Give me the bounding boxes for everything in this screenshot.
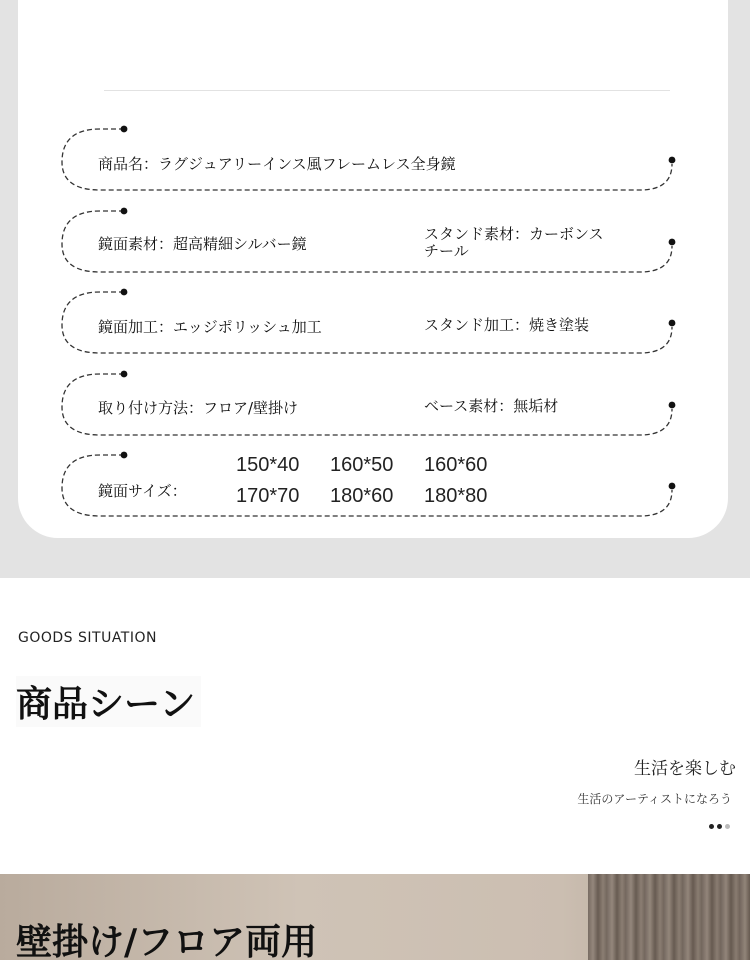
curtain-image <box>588 874 750 960</box>
stand-material-label: スタンド素材：カーボンスチール <box>424 225 604 260</box>
mounting-label: 取り付け方法：フロア/壁掛け <box>98 399 299 417</box>
subline: 生活のアーティストになろう <box>577 792 732 806</box>
size-label: 鏡面サイズ： <box>98 482 187 500</box>
divider <box>104 90 670 91</box>
scene-section <box>0 578 750 874</box>
section-eyebrow: GOODS SITUATION <box>18 630 157 646</box>
tagline: 生活を楽しむ <box>634 759 736 779</box>
carousel-dots <box>709 824 730 829</box>
mirror-material-label: 鏡面素材：超高精細シルバー鏡 <box>98 235 307 253</box>
spec-row-material <box>0 206 750 288</box>
carousel-dot-active[interactable] <box>709 824 714 829</box>
size-option: 180*80 <box>424 485 488 507</box>
carousel-dot[interactable] <box>725 824 730 829</box>
size-option: 170*70 <box>236 485 300 507</box>
size-option: 150*40 <box>236 454 300 476</box>
size-option: 180*60 <box>330 485 394 507</box>
size-option: 160*60 <box>424 454 488 476</box>
carousel-dot[interactable] <box>717 824 722 829</box>
size-option: 160*50 <box>330 454 394 476</box>
stand-finish-label: スタンド加工：焼き塗装 <box>424 316 590 334</box>
scene-photo-banner <box>0 874 750 960</box>
size-grid <box>236 454 518 508</box>
base-material-label: ベース素材：無垢材 <box>424 397 559 415</box>
spec-row-product-name <box>0 124 750 206</box>
spec-row-finish <box>0 287 750 369</box>
spec-row-sizes <box>0 450 750 532</box>
section-title: 商品シーン <box>16 676 201 727</box>
product-name-label: 商品名：ラグジュアリーインス風フレームレス全身鏡 <box>98 155 456 173</box>
banner-title: 壁掛け/フロア両用 <box>16 922 318 960</box>
mirror-finish-label: 鏡面加工：エッジポリッシュ加工 <box>98 318 322 336</box>
spec-row-mounting <box>0 369 750 451</box>
